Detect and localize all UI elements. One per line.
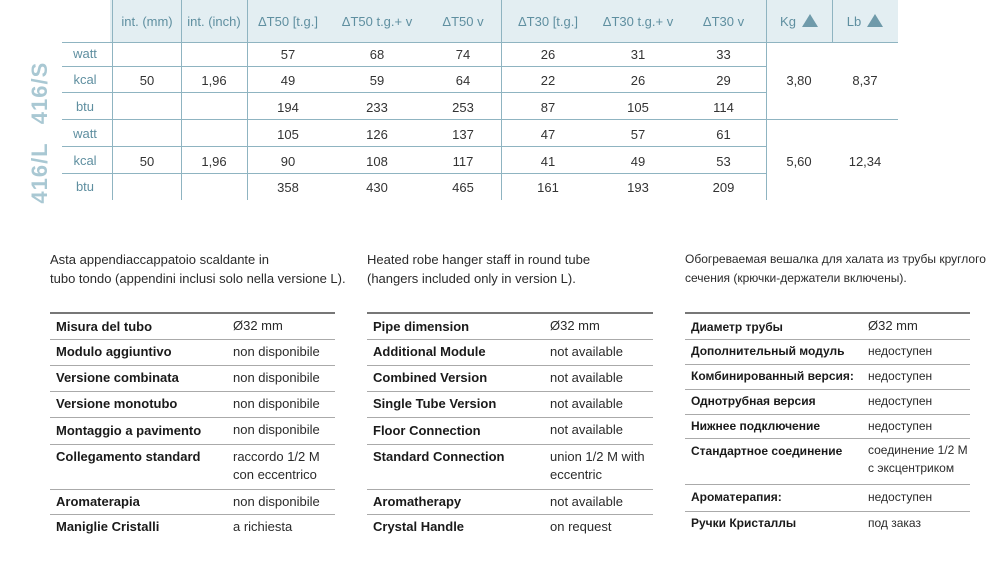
table-cell: 193 (627, 180, 649, 195)
spec-value: non disponibile (233, 370, 320, 385)
header-dt50-tgv: ΔT50 t.g.+ v (341, 14, 413, 29)
header-int-mm: int. (mm) (121, 14, 173, 29)
grid-line (112, 0, 113, 200)
table-cell: 57 (630, 127, 646, 142)
spec-label: Misura del tubo (56, 319, 153, 334)
table-cell: 358 (277, 180, 299, 195)
list-item (50, 417, 335, 445)
table-cell: 105 (277, 127, 299, 142)
unit-label: watt (73, 126, 97, 141)
spec-label: Crystal Handle (373, 519, 465, 534)
table-cell: 126 (366, 127, 388, 142)
header-lb-label: Lb (846, 14, 862, 29)
lb-value: 8,37 (852, 73, 878, 88)
table-cell: 74 (455, 47, 471, 62)
spec-value: недоступен (868, 369, 933, 383)
spec-value: eccentric (550, 467, 603, 482)
spec-value: con eccentrico (233, 467, 317, 482)
table-cell: 253 (452, 100, 474, 115)
spec-label: Aromaterapia (56, 494, 140, 509)
description-line: tubo tondo (appendini inclusi solo nella versione L). (50, 271, 346, 286)
spec-label: Ручки Кристаллы (691, 516, 797, 530)
list-item (367, 365, 653, 392)
header-dt30-tg: ΔT30 [t.g.] (518, 14, 578, 29)
spec-label: Нижнее подключение (691, 419, 821, 433)
header-kg-label: Kg (780, 14, 796, 29)
grid-line (62, 119, 898, 120)
spec-value: с эксцентриком (868, 461, 955, 475)
spec-value: non disponibile (233, 344, 320, 359)
list-item (50, 314, 335, 340)
table-cell: 90 (280, 154, 296, 169)
table-cell: 49 (280, 73, 296, 88)
spec-label: Combined Version (373, 370, 488, 385)
spec-label: Однотрубная версия (691, 394, 816, 408)
table-cell: 114 (713, 100, 734, 115)
spec-label: Floor Connection (373, 423, 481, 438)
spec-value: недоступен (868, 490, 933, 504)
table-cell: 233 (366, 100, 388, 115)
table-cell: 161 (537, 180, 559, 195)
spec-value: недоступен (868, 344, 933, 358)
list-item (367, 391, 653, 418)
table-cell: 41 (540, 154, 556, 169)
table-cell: 68 (369, 47, 385, 62)
spec-label: Montaggio a pavimento (56, 423, 202, 438)
table-cell: 22 (540, 73, 556, 88)
grid-line (62, 66, 766, 67)
list-item (685, 339, 970, 365)
description-line: Asta appendiaccappatoio scaldante in (50, 252, 269, 267)
description-ru (685, 250, 986, 288)
header-int-inch: int. (inch) (187, 14, 241, 29)
spec-label: Single Tube Version (373, 396, 497, 411)
list-item (50, 514, 335, 539)
list-item (50, 365, 335, 392)
description-line: сечения (крючки-держатели включены). (685, 271, 907, 285)
weight-icon (802, 14, 818, 27)
table-cell: 61 (716, 127, 731, 142)
spec-label: Standard Connection (373, 449, 505, 464)
kg-value: 5,60 (786, 154, 812, 169)
unit-label: kcal (73, 72, 97, 87)
header-dt50-v: ΔT50 v (442, 14, 484, 29)
grid-line (62, 92, 766, 93)
header-dt30-v: ΔT30 v (702, 14, 745, 29)
spec-value: union 1/2 M with (550, 449, 645, 464)
spec-value: non disponibile (233, 422, 320, 437)
list-item (50, 339, 335, 366)
grid-line (62, 42, 898, 43)
table-cell: 64 (455, 73, 471, 88)
spec-value: соединение 1/2 M (868, 443, 968, 457)
list-item (367, 444, 653, 490)
table-cell: 29 (716, 73, 731, 88)
spec-value: Ø32 mm (868, 318, 918, 333)
list-item (367, 514, 653, 539)
spec-value: non disponibile (233, 396, 320, 411)
table-cell: 33 (716, 47, 731, 62)
table-cell: 31 (630, 47, 646, 62)
description-line: Обогреваемая вешалка для халата из трубы круглого (685, 252, 986, 266)
spec-value: под заказ (868, 516, 921, 530)
spec-value: non disponibile (233, 494, 320, 509)
grid-line (62, 173, 766, 174)
table-cell: 26 (540, 47, 556, 62)
spec-value: not available (550, 344, 623, 359)
spec-label: Pipe dimension (373, 319, 470, 334)
table-cell: 209 (712, 180, 735, 195)
spec-value: not available (550, 370, 623, 385)
spec-value: not available (550, 396, 623, 411)
spec-label: Дополнительный модуль (691, 344, 845, 358)
table-cell: 49 (630, 154, 646, 169)
header-dt50-tg: ΔT50 [t.g.] (258, 14, 318, 29)
spec-value: Ø32 mm (550, 318, 600, 333)
grid-line (766, 0, 767, 200)
table-cell: 59 (369, 73, 385, 88)
spec-label: Additional Module (373, 344, 486, 359)
spec-value: Ø32 mm (233, 318, 283, 333)
spec-label: Комбинированный версия: (691, 369, 854, 383)
spec-label: Modulo aggiuntivo (56, 344, 172, 359)
list-item (367, 489, 653, 515)
table-cell: 47 (540, 127, 556, 142)
table-cell: 57 (280, 47, 296, 62)
grid-line (832, 0, 833, 42)
table-cell: 26 (630, 73, 646, 88)
model-label-416s: 416/S (27, 61, 52, 125)
table-cell: 194 (277, 100, 299, 115)
int-mm-value: 50 (139, 73, 155, 88)
lb-value: 12,34 (848, 154, 882, 169)
spec-value: raccordo 1/2 M (233, 449, 320, 464)
list-item (367, 417, 653, 445)
int-mm-value: 50 (139, 154, 155, 169)
table-cell: 137 (452, 127, 474, 142)
list-item (367, 339, 653, 366)
list-item (685, 414, 970, 439)
list-item (50, 444, 335, 490)
spec-value: not available (550, 422, 623, 437)
spec-value: a richiesta (233, 519, 293, 534)
table-cell: 105 (627, 100, 649, 115)
int-inch-value: 1,96 (201, 73, 227, 88)
list-item (367, 314, 653, 340)
description-it (50, 250, 346, 288)
unit-label: kcal (73, 153, 97, 168)
unit-label: btu (75, 99, 95, 114)
spec-value: недоступен (868, 419, 933, 433)
list-item (685, 389, 970, 415)
header-dt30-tgv: ΔT30 t.g.+ v (602, 14, 674, 29)
spec-label: Collegamento standard (56, 449, 201, 464)
list-item (685, 511, 970, 536)
unit-label: btu (75, 179, 95, 194)
list-item (685, 484, 970, 512)
header-kg (766, 14, 832, 29)
spec-label: Ароматерапия: (691, 490, 782, 504)
grid-line (181, 0, 182, 200)
description-line: (hangers included only in version L). (367, 271, 576, 286)
spec-value: not available (550, 494, 623, 509)
kg-value: 3,80 (786, 73, 812, 88)
list-item (50, 391, 335, 418)
table-cell: 108 (366, 154, 388, 169)
description-line: Heated robe hanger staff in round tube (367, 252, 591, 267)
list-item (685, 364, 970, 390)
spec-label: Aromatherapy (373, 494, 462, 509)
list-item (685, 314, 970, 340)
spec-value: недоступен (868, 394, 933, 408)
weight-icon (867, 14, 883, 27)
header-lb (832, 14, 898, 29)
table-cell: 465 (452, 180, 474, 195)
table-cell: 53 (716, 154, 731, 169)
spec-label: Диаметр трубы (691, 320, 783, 334)
unit-label: watt (73, 46, 97, 61)
spec-label: Versione monotubo (56, 396, 178, 411)
grid-line (62, 146, 766, 147)
int-inch-value: 1,96 (201, 154, 227, 169)
table-cell: 430 (366, 180, 388, 195)
description-en (367, 250, 590, 288)
table-cell: 117 (452, 154, 474, 169)
spec-label: Versione combinata (56, 370, 179, 385)
list-item (50, 489, 335, 515)
list-item (685, 438, 970, 485)
table-cell: 87 (540, 100, 556, 115)
spec-label: Maniglie Cristalli (56, 519, 160, 534)
spec-value: on request (550, 519, 612, 534)
spec-label: Стандартное соединение (691, 444, 843, 458)
model-label-416l: 416/L (27, 142, 52, 204)
